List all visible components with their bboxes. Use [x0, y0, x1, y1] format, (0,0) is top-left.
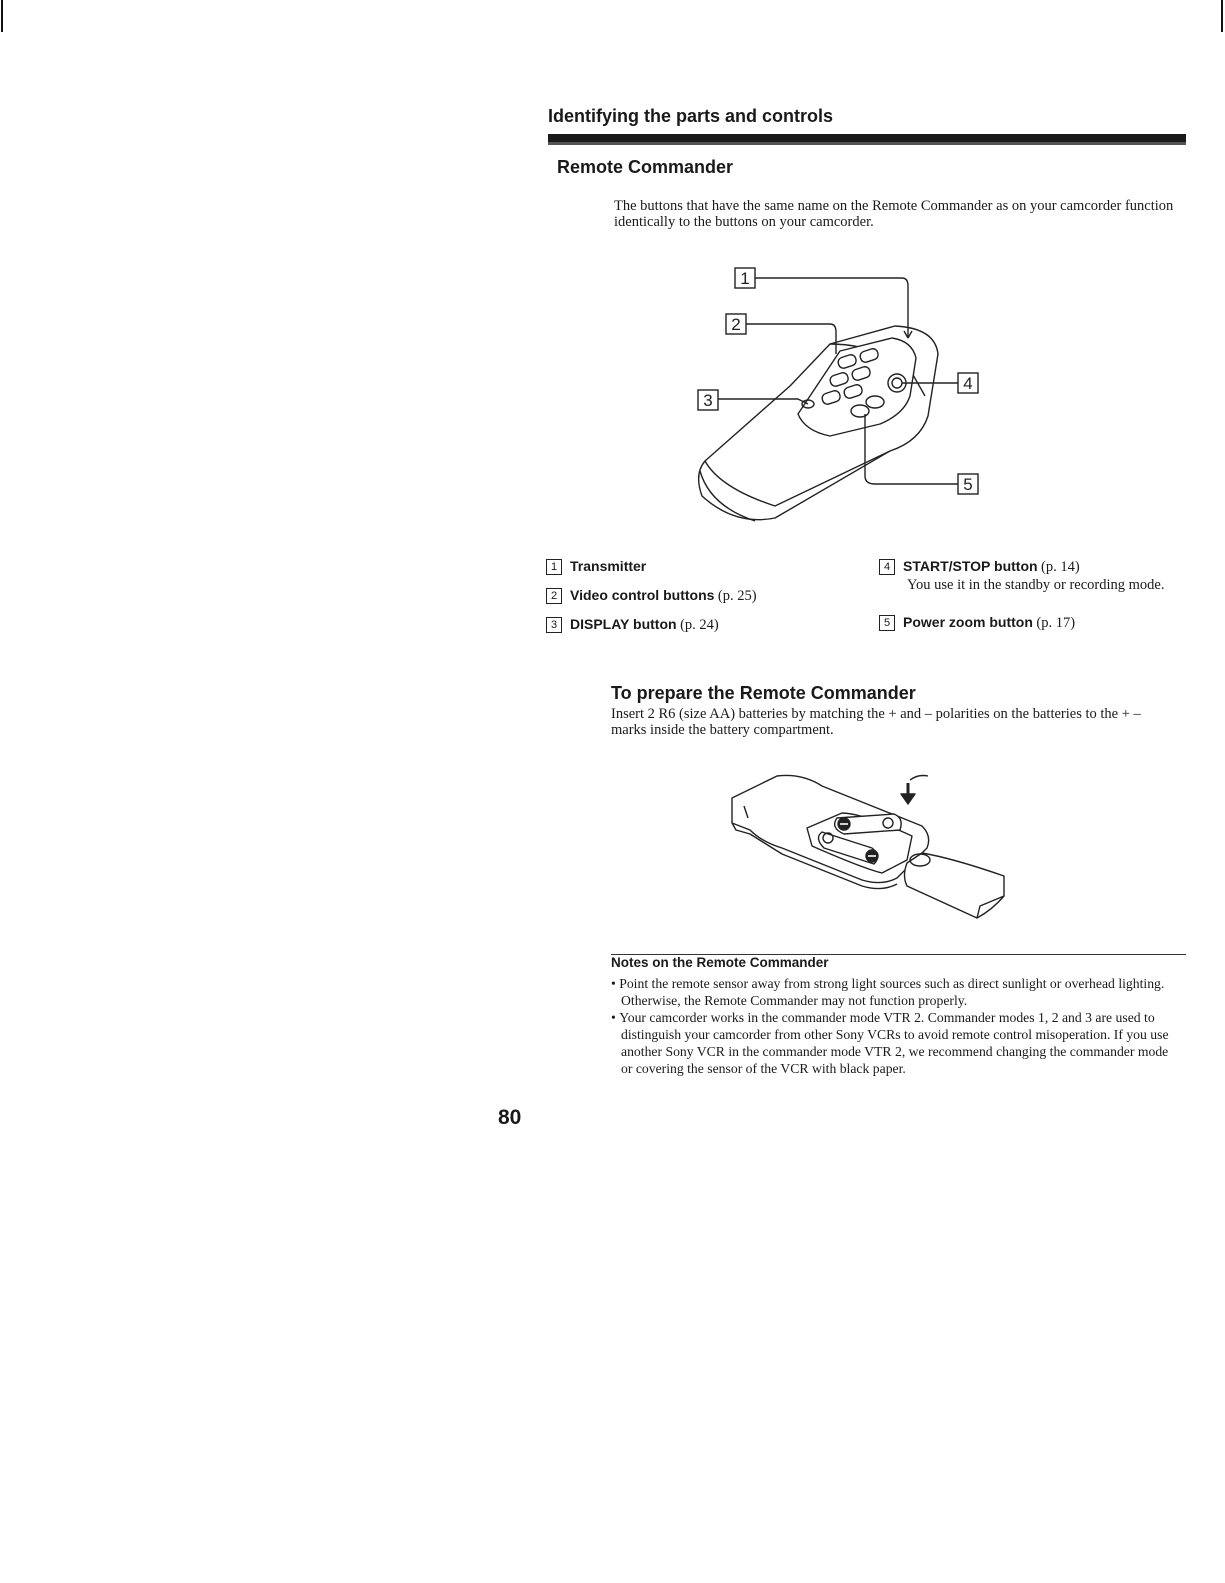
part-item-transmitter — [546, 558, 757, 587]
part-description: You use it in the standby or recording mode. — [907, 577, 1165, 593]
parts-list-right — [879, 558, 1177, 643]
part-name: Transmitter — [570, 558, 647, 574]
section-rule — [548, 134, 1186, 142]
callout-5-label: 5 — [963, 475, 973, 494]
note-item: • Point the remote sensor away from strong light sources such as direct sunlight or overhead lighting. Otherwise, the Remote Commander may not function properly. — [611, 975, 1176, 1009]
section-title: Identifying the parts and controls — [548, 106, 834, 126]
part-number: 3 — [546, 617, 562, 633]
crop-mark-left — [1, 0, 3, 32]
callout-3-label: 3 — [703, 391, 713, 410]
prepare-heading: To prepare the Remote Commander — [611, 683, 916, 703]
part-number: 2 — [546, 588, 562, 604]
crop-mark-right — [1221, 0, 1223, 32]
prepare-paragraph: Insert 2 R6 (size AA) batteries by matching the + and – polarities on the batteries to the + – marks inside the battery compartment. — [611, 706, 1141, 738]
part-number: 5 — [879, 615, 895, 631]
part-number: 1 — [546, 559, 562, 575]
page-reference: (p. 24) — [680, 617, 719, 633]
part-number: 4 — [879, 559, 895, 575]
part-name: START/STOP button — [903, 558, 1038, 574]
remote-commander-illustration — [680, 256, 1000, 531]
part-item-display — [546, 616, 757, 645]
subtitle: Remote Commander — [557, 157, 734, 177]
page-reference: (p. 25) — [717, 588, 757, 604]
parts-list-left — [546, 558, 757, 645]
notes-heading: Notes on the Remote Commander — [611, 955, 829, 970]
part-name: Video control buttons — [570, 587, 715, 603]
part-item-video-control — [546, 587, 757, 616]
intro-paragraph: The buttons that have the same name on the Remote Commander as on your camcorder function identically to the buttons on your camcorder. — [614, 198, 1174, 230]
callout-4-label: 4 — [963, 374, 973, 393]
notes-list — [611, 975, 1176, 1077]
callout-2-label: 2 — [731, 315, 741, 334]
battery-insertion-illustration — [722, 768, 1022, 920]
note-item: • Your camcorder works in the commander mode VTR 2. Commander modes 1, 2 and 3 are used to distinguish your camcorder from other Sony VCRs to avoid remote control misoperation. If you use another Sony VCR in the commander mode VTR 2, we recommend changing the commander mode or covering the sensor of the VCR with black paper. — [611, 1009, 1176, 1077]
battery-cover — [905, 853, 1005, 918]
page-reference: (p. 14) — [1041, 559, 1080, 575]
callout-1-label: 1 — [740, 269, 750, 288]
part-name: DISPLAY button — [570, 616, 677, 632]
page-number: 80 — [498, 1106, 522, 1129]
part-name: Power zoom button — [903, 614, 1033, 630]
page-reference: (p. 17) — [1036, 615, 1076, 631]
part-item-start-stop — [879, 558, 1177, 614]
part-item-power-zoom — [879, 614, 1177, 643]
